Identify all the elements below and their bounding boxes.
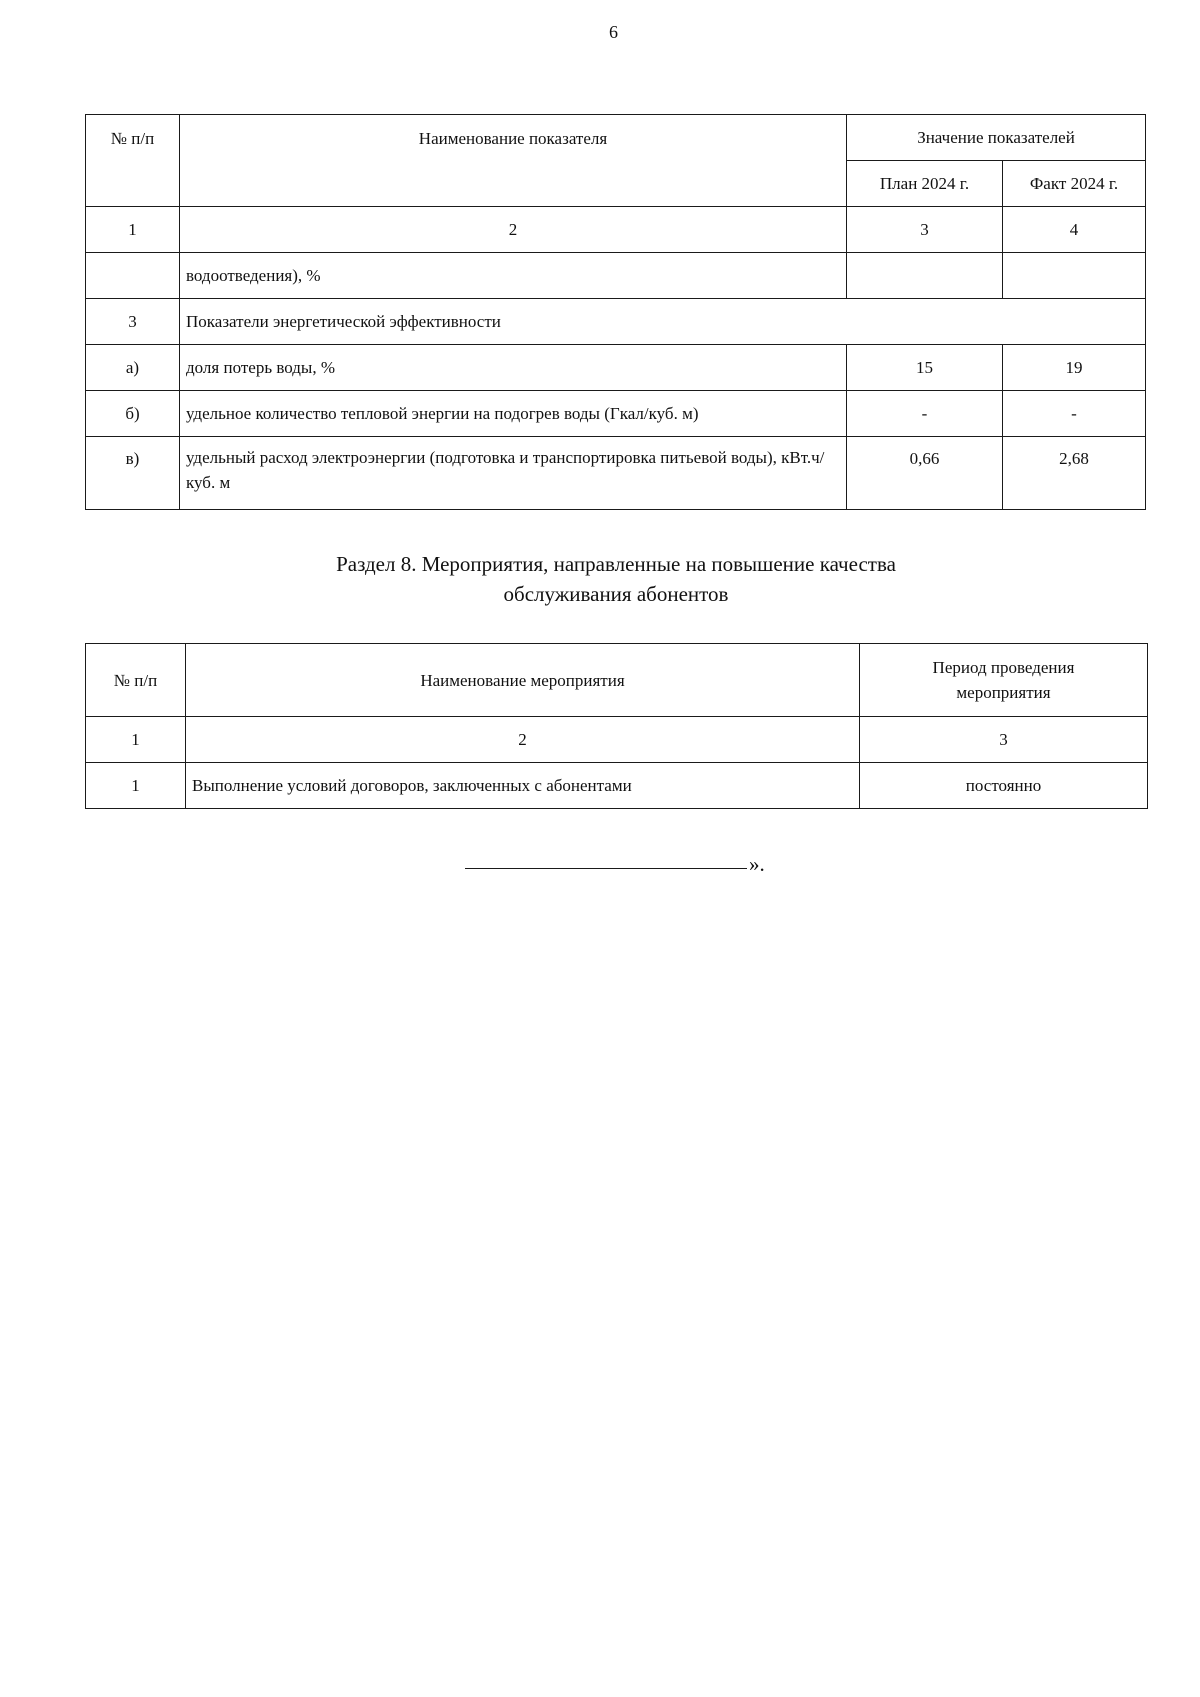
- event-name: Выполнение условий договоров, заключенных с абонентами: [186, 763, 860, 809]
- table-row: [86, 437, 1146, 510]
- row-number: [86, 437, 180, 510]
- fact-value: 19: [1003, 345, 1146, 391]
- indicator-name: удельное количество тепловой энергии на подогрев воды (Гкал/куб. м): [180, 391, 847, 437]
- plan-value-text: 0,66: [909, 449, 940, 468]
- indicator-name: доля потерь воды, %: [180, 345, 847, 391]
- header-plan: План 2024 г.: [847, 161, 1003, 207]
- column-number: 4: [1003, 207, 1146, 253]
- event-period: постоянно: [860, 763, 1148, 809]
- closing-quote-mark: ».: [749, 852, 765, 876]
- indicators-table: [85, 114, 1146, 510]
- column-number: 2: [186, 717, 860, 763]
- table-row: [86, 345, 1146, 391]
- column-number: 1: [86, 717, 186, 763]
- header-fact: Факт 2024 г.: [1003, 161, 1146, 207]
- fact-value: -: [1003, 391, 1146, 437]
- section-title: [0, 549, 1200, 609]
- section-title-line-1: Раздел 8. Мероприятия, направленные на повышение качества: [336, 552, 896, 576]
- row-number: [86, 253, 180, 299]
- column-number: 2: [180, 207, 847, 253]
- header-period: Период проведения мероприятия: [860, 644, 1148, 717]
- header-indicator-name: Наименование показателя: [180, 115, 847, 207]
- column-number: 3: [860, 717, 1148, 763]
- column-number: 1: [86, 207, 180, 253]
- header-number: № п/п: [86, 115, 180, 207]
- header-event-name: Наименование мероприятия: [186, 644, 860, 717]
- table-row: [86, 299, 1146, 345]
- row-number: б): [86, 391, 180, 437]
- indicator-name: водоотведения), %: [180, 253, 847, 299]
- indicator-name-text: удельный расход электроэнергии (подготовка и транспортировка питьевой воды), кВт.ч/куб. м: [186, 448, 825, 492]
- plan-value: -: [847, 391, 1003, 437]
- table-row: [86, 391, 1146, 437]
- header-number: № п/п: [86, 644, 186, 717]
- column-number: 3: [847, 207, 1003, 253]
- table-row: [86, 253, 1146, 299]
- plan-value: [847, 253, 1003, 299]
- fact-value-text: 2,68: [1059, 449, 1089, 468]
- section-title-line-2: обслуживания абонентов: [503, 582, 729, 606]
- indicator-group-name: Показатели энергетической эффективности: [180, 299, 1146, 345]
- fact-value: [1003, 253, 1146, 299]
- fact-value: [1003, 437, 1146, 510]
- row-number-text: в): [125, 449, 140, 468]
- row-number: а): [86, 345, 180, 391]
- row-number: 3: [86, 299, 180, 345]
- closing-underline: [465, 868, 747, 869]
- plan-value: [847, 437, 1003, 510]
- table-row: [86, 763, 1148, 809]
- row-number: 1: [86, 763, 186, 809]
- events-table: [85, 643, 1148, 809]
- column-number-row: [86, 717, 1148, 763]
- indicator-name: [180, 437, 847, 510]
- header-values-group: Значение показателей: [847, 115, 1146, 161]
- page-number: 6: [609, 22, 618, 42]
- plan-value: 15: [847, 345, 1003, 391]
- column-number-row: [86, 207, 1146, 253]
